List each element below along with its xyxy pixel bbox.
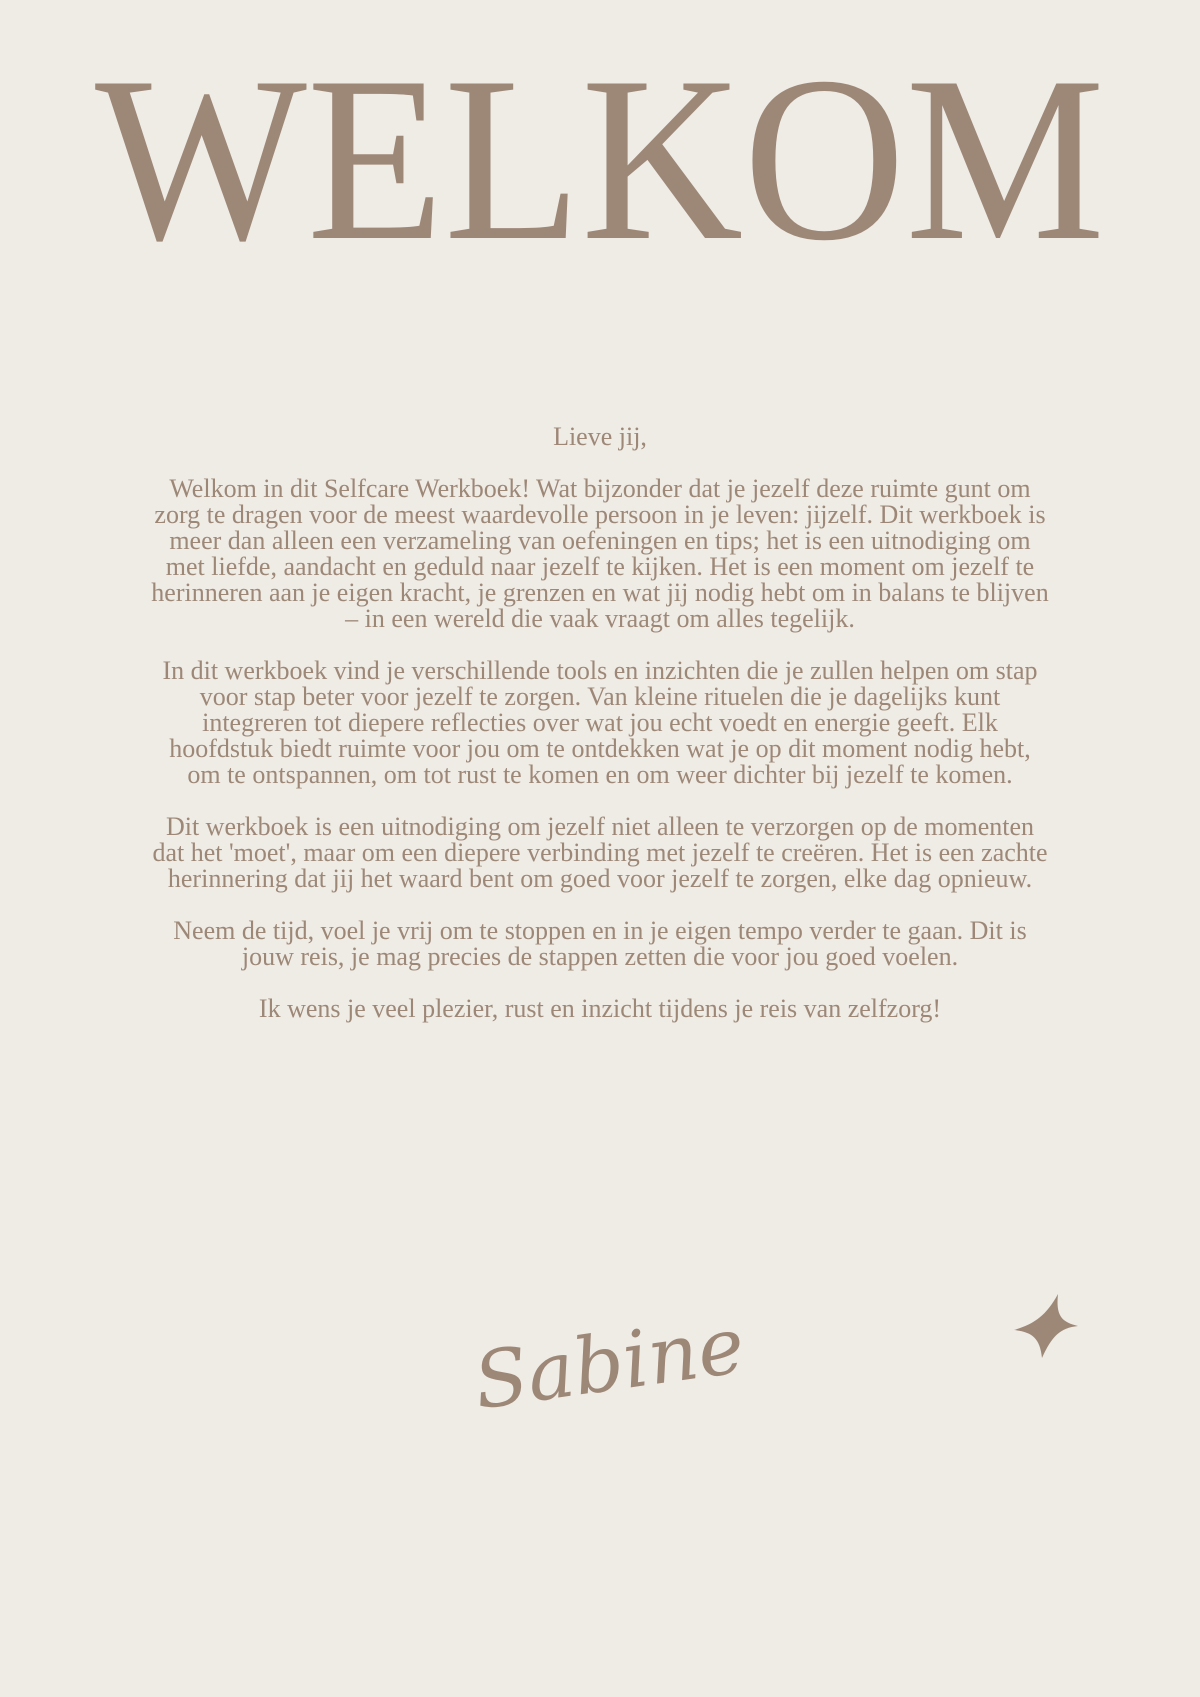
- welcome-letter: [150, 424, 1050, 1048]
- page-title: [0, 30, 1200, 260]
- title-text: WELKOM: [95, 30, 1105, 260]
- letter-greeting: Lieve jij,: [553, 422, 647, 451]
- sparkle-star-icon: [1012, 1292, 1080, 1360]
- letter-closing: Ik wens je veel plezier, rust en inzicht tijdens je reis van zelfzorg!: [258, 994, 942, 1023]
- letter-paragraph: In dit werkboek vind je verschillende tools en inzichten die je zullen helpen om stap voor stap beter voor jezelf te zorgen. Van kleine rituelen die je dagelijks kunt integreren tot diepere reflecties over wat jou echt voedt en energie geeft. Elk hoofdstuk biedt ruimte voor jou om te ontdekken wat je op dit moment nodig hebt, om te ontspannen, om tot rust te komen en om weer dichter bij jezelf te komen.: [162, 656, 1038, 789]
- letter-paragraph: Dit werkboek is een uitnodiging om jezelf niet alleen te verzorgen op de momenten dat het 'moet', maar om een diepere verbinding met jezelf te creëren. Het is een zachte herinnering dat jij het waard bent om goed voor jezelf te zorgen, elke dag opnieuw.: [152, 812, 1048, 893]
- letter-paragraph: Neem de tijd, voel je vrij om te stoppen en in je eigen tempo verder te gaan. Dit is jouw reis, je mag precies de stappen zetten die voor jou goed voelen.: [173, 916, 1027, 971]
- signature-graphic: [480, 1280, 740, 1440]
- title-graphic: [0, 30, 1200, 260]
- signature-text: Sabine: [480, 1300, 740, 1428]
- signature: [480, 1280, 740, 1440]
- letter-paragraph: Welkom in dit Selfcare Werkboek! Wat bijzonder dat je jezelf deze ruimte gunt om zorg te dragen voor de meest waardevolle persoon in je leven: jijzelf. Dit werkboek is meer dan alleen een verzameling van oefeningen en tips; het is een uitnodiging om met liefde, aandacht en geduld naar jezelf te kijken. Het is een moment om jezelf te herinneren aan je eigen kracht, je grenzen en wat jij nodig hebt om in balans te blijven – in een wereld die vaak vraagt om alles tegelijk.: [151, 474, 1049, 633]
